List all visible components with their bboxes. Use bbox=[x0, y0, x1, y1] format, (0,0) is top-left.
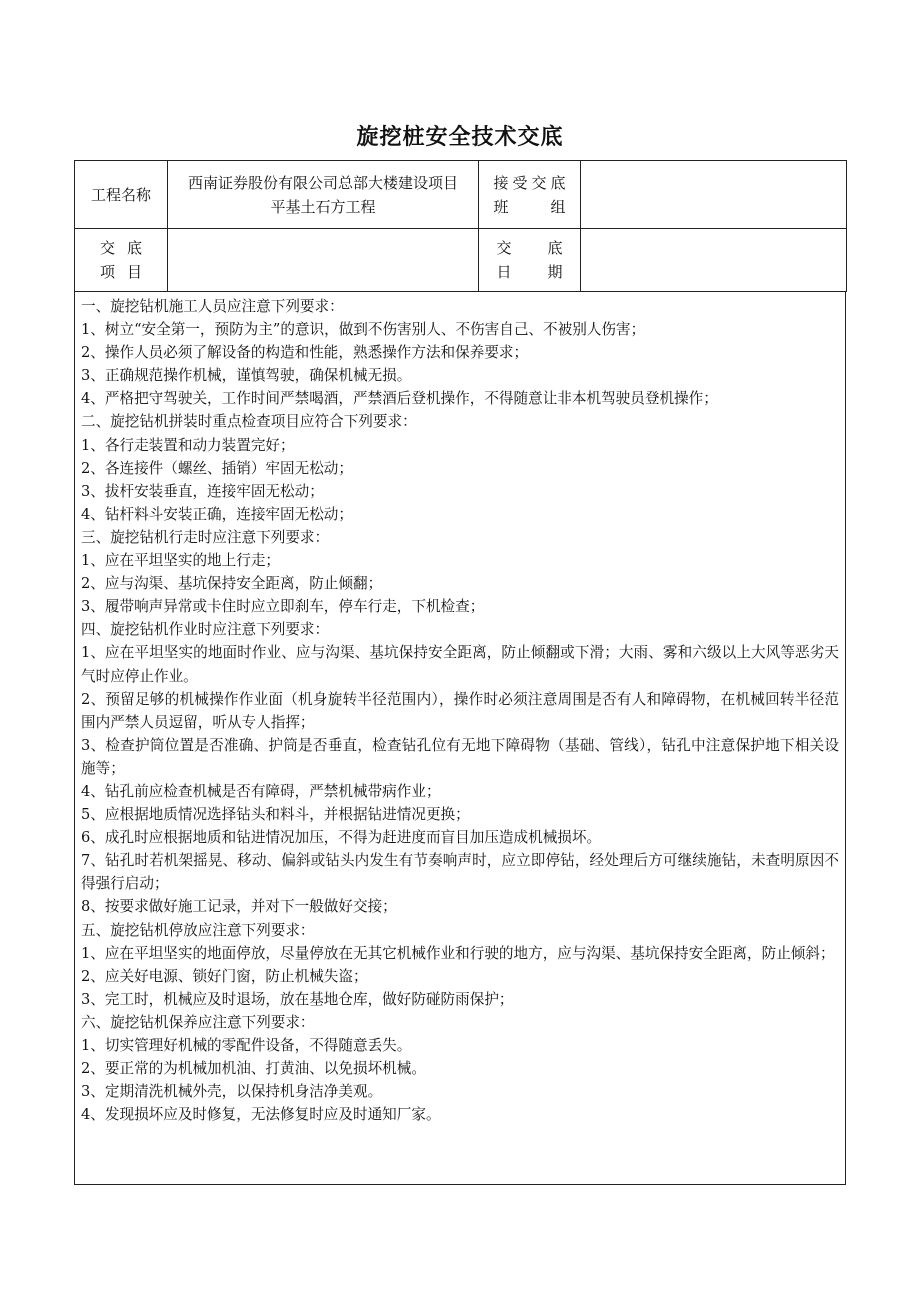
item-value bbox=[168, 229, 479, 292]
content-line: 8、按要求做好施工记录，并对下一般做好交接； bbox=[81, 898, 397, 916]
content-line: 1、应在平坦坚实的地上行走； bbox=[81, 552, 281, 570]
content-line: 3、定期清洗机械外壳，以保持机身洁净美观。 bbox=[81, 1083, 383, 1101]
date-value bbox=[581, 229, 847, 292]
content-line: 3、完工时，机械应及时退场，放在基地仓库，做好防碰防雨保护； bbox=[81, 990, 514, 1008]
content-line: 一、旋挖钻机施工人员应注意下列要求： bbox=[81, 298, 344, 315]
content-line: 3、正确规范操作机械，谨慎驾驶，确保机械无损。 bbox=[81, 367, 412, 385]
content-line: 五、旋挖钻机停放应注意下列要求： bbox=[81, 921, 315, 939]
content-line: 5、应根据地质情况选择钻头和料斗，并根据钻进情况更换； bbox=[81, 806, 470, 824]
project-name-line-2: 平基土石方工程 bbox=[270, 197, 376, 216]
content-line: 4、发现损坏应及时修复，无法修复时应及时通知厂家。 bbox=[81, 1106, 441, 1124]
content-line: 3、履带响声异常或卡住时应立即刹车，停车行走，下机检查； bbox=[81, 598, 485, 616]
content-line: 3、检查护筒位置是否准确、护筒是否垂直，检查钻孔位有无地下障碍物（基础、管线），钻孔中注意保护地下相关设施等； bbox=[81, 736, 839, 777]
content-line: 1、树立“安全第一，预防为主”的意识，做到不伤害别人、不伤害自己、不被别人伤害； bbox=[81, 321, 646, 339]
content-line: 4、严格把守驾驶关，工作时间严禁喝酒，严禁酒后登机操作，不得随意让非本机驾驶员登机操作； bbox=[81, 390, 718, 408]
project-name-line-1: 西南证券股份有限公司总部大楼建设项目 bbox=[187, 173, 458, 192]
content-line: 1、应在平坦坚实的地面停放，尽量停放在无其它机械作业和行驶的地方，应与沟渠、基坑保持安全距离，防止倾斜； bbox=[81, 944, 835, 962]
content-line: 四、旋挖钻机作业时应注意下列要求： bbox=[81, 621, 330, 639]
project-name-value bbox=[168, 161, 479, 229]
project-name-label: 工程名称 bbox=[75, 161, 168, 229]
content-line: 三、旋挖钻机行走时应注意下列要求： bbox=[81, 528, 330, 546]
team-label bbox=[479, 161, 581, 229]
item-label-line-2: 项 目 bbox=[100, 263, 142, 281]
content-line: 6、成孔时应根据地质和钻进情况加压，不得为赶进度而盲目加压造成机械损坏。 bbox=[81, 829, 602, 847]
content-line: 二、旋挖钻机拼装时重点检查项目应符合下列要求： bbox=[81, 413, 417, 431]
content-line: 2、各连接件（螺丝、插销）牢固无松动； bbox=[81, 459, 353, 477]
content-line: 4、钻孔前应检查机械是否有障碍，严禁机械带病作业； bbox=[81, 782, 441, 800]
content-line: 3、拔杆安装垂直，连接牢固无松动； bbox=[81, 482, 324, 500]
content-line: 7、钻孔时若机架摇晃、移动、偏斜或钻头内发生有节奏响声时，应立即停钻，经处理后方可继续施钻，未查明原因不得强行启动； bbox=[81, 852, 839, 893]
content-line: 六、旋挖钻机保养应注意下列要求： bbox=[81, 1013, 315, 1031]
safety-content bbox=[74, 292, 846, 1185]
content-line: 1、切实管理好机械的零配件设备，不得随意丢失。 bbox=[81, 1037, 412, 1054]
header-table bbox=[74, 160, 847, 292]
content-line: 2、应关好电源、锁好门窗，防止机械失盗； bbox=[81, 967, 368, 985]
content-line: 1、应在平坦坚实的地面时作业、应与沟渠、基坑保持安全距离，防止倾翻或下滑；大雨、雾和六级以上大风等恶劣天气时应停止作业。 bbox=[81, 644, 839, 685]
team-label-line-1: 接 受 交 底 bbox=[493, 173, 566, 192]
content-line: 2、应与沟渠、基坑保持安全距离，防止倾翻； bbox=[81, 575, 383, 593]
date-label-line-1: 交 底 bbox=[496, 239, 563, 257]
content-line: 2、要正常的为机械加机油、打黄油、以免损坏机械。 bbox=[81, 1060, 426, 1078]
team-value bbox=[581, 161, 847, 229]
item-label-line-1: 交 底 bbox=[100, 239, 142, 257]
item-label bbox=[75, 229, 168, 292]
team-label-line-2: 班 组 bbox=[493, 197, 566, 216]
date-label bbox=[479, 229, 581, 292]
content-line: 4、钻杆料斗安装正确，连接牢固无松动； bbox=[81, 505, 353, 523]
date-label-line-2: 日 期 bbox=[496, 263, 563, 281]
content-line: 1、各行走装置和动力装置完好； bbox=[81, 436, 295, 454]
page-title: 旋挖桩安全技术交底 bbox=[356, 124, 564, 150]
content-line: 2、操作人员必须了解设备的构造和性能，熟悉操作方法和保养要求； bbox=[81, 344, 529, 362]
content-line: 2、预留足够的机械操作作业面（机身旋转半径范围内），操作时必须注意周围是否有人和障碍物，在机械回转半径范围内严禁人员逗留，听从专人指挥； bbox=[81, 690, 839, 731]
